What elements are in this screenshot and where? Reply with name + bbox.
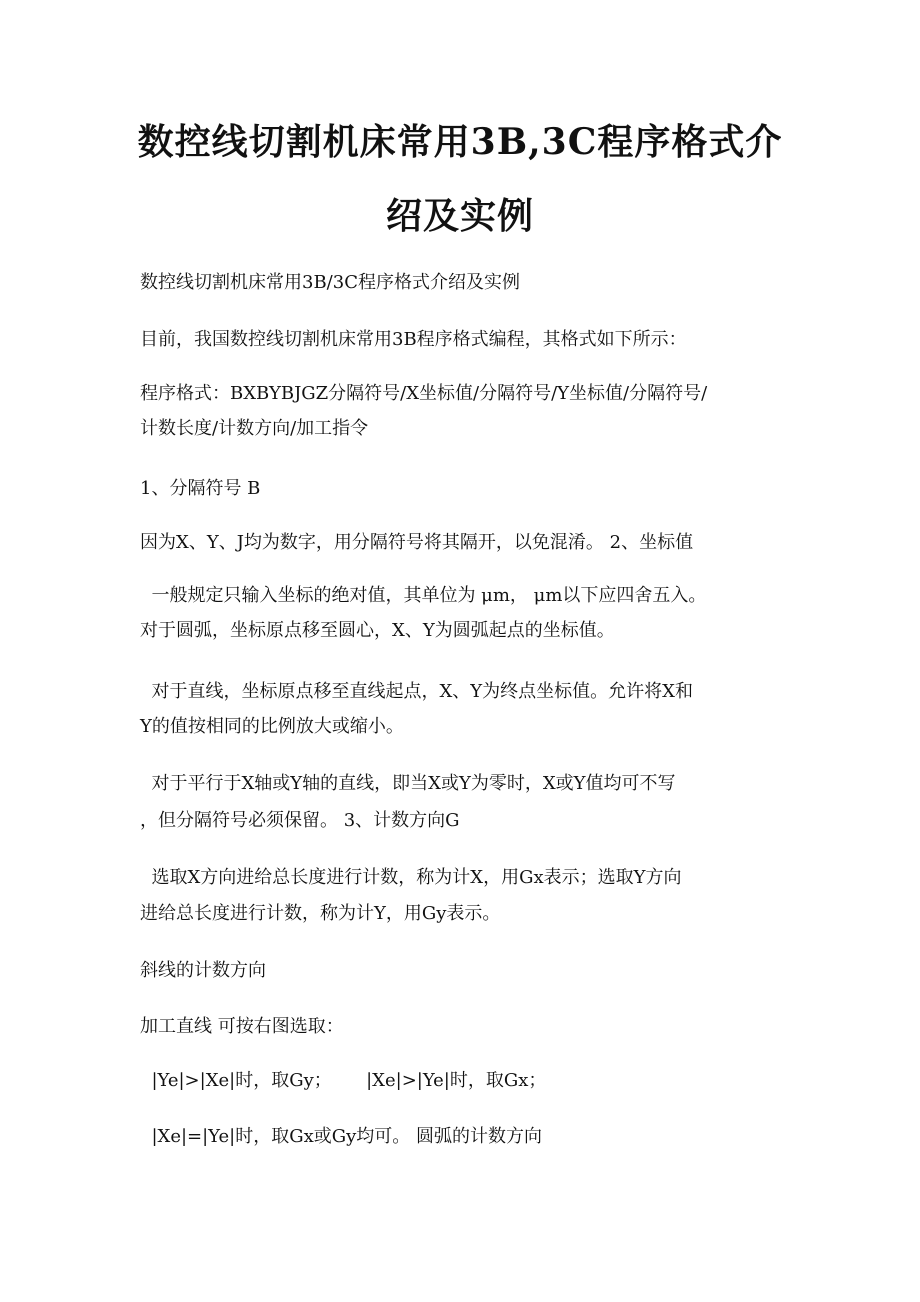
paragraph-line-origin-2: Y的值按相同的比例放大或缩小。 <box>140 716 404 737</box>
paragraph-count-direction-2: 进给总长度进行计数，称为计Y，用Gy表示。 <box>140 903 501 924</box>
paragraph-coordinate-line-1: 一般规定只输入坐标的绝对值，其单位为 μm， μm以下应四舍五入。 <box>140 585 707 606</box>
paragraph-parallel-1: 对于平行于X轴或Y轴的直线，即当X或Y为零时，X或Y值均可不写 <box>140 773 676 794</box>
paragraph-separator: 因为X、Y、J均为数字，用分隔符号将其隔开，以免混淆。 2、坐标值 <box>140 532 694 553</box>
paragraph-format-line-1: 程序格式：BXBYBJGZ分隔符号/X坐标值/分隔符号/Y坐标值/分隔符号/ <box>140 383 708 404</box>
document-title-line-2: 绍及实例 <box>385 195 534 237</box>
paragraph-coordinate-line-2: 对于圆弧，坐标原点移至圆心，X、Y为圆弧起点的坐标值。 <box>140 620 615 641</box>
paragraph-rule-gy-gx: |Ye|>|Xe|时，取Gy； |Xe|>|Ye|时，取Gx； <box>140 1070 547 1091</box>
heading-separator: 1、分隔符号 B <box>140 478 261 499</box>
paragraph-intro: 目前，我国数控线切割机床常用3B程序格式编程，其格式如下所示： <box>140 329 687 350</box>
paragraph-line-origin-1: 对于直线，坐标原点移至直线起点，X、Y为终点坐标值。允许将X和 <box>140 681 693 702</box>
paragraph-format-line-2: 计数长度/计数方向/加工指令 <box>140 418 369 439</box>
heading-slash-count-direction: 斜线的计数方向 <box>140 960 266 981</box>
paragraph-rule-equal: |Xe|=|Ye|时，取Gx或Gy均可。 圆弧的计数方向 <box>140 1126 543 1147</box>
document-title-line-1: 数控线切割机床常用3B,3C程序格式介 <box>137 121 783 163</box>
paragraph-count-direction-1: 选取X方向进给总长度进行计数，称为计X，用Gx表示；选取Y方向 <box>140 867 682 888</box>
paragraph-machining-line: 加工直线 可按右图选取： <box>140 1016 344 1037</box>
paragraph-subtitle: 数控线切割机床常用3B/3C程序格式介绍及实例 <box>140 272 520 293</box>
paragraph-parallel-2: ，但分隔符号必须保留。 3、计数方向G <box>140 810 460 831</box>
